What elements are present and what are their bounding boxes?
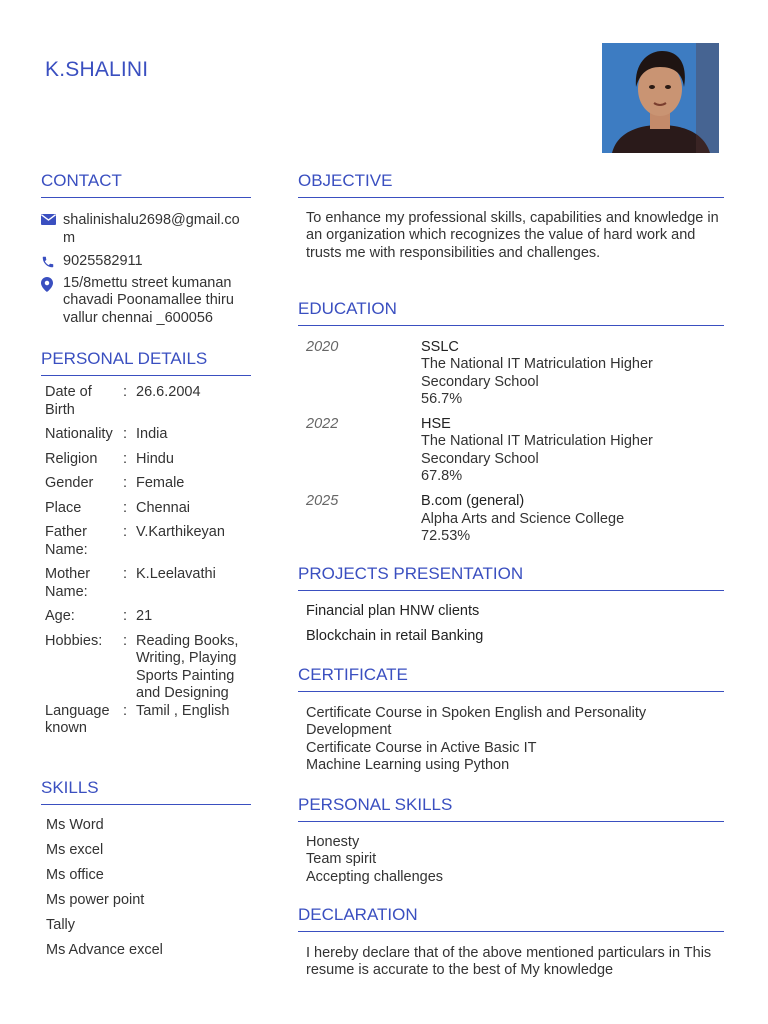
personal-skills-list	[298, 834, 724, 886]
projects-list	[298, 603, 724, 645]
certificate-list	[298, 705, 724, 774]
education-list	[298, 339, 724, 545]
contact-phone	[41, 253, 251, 271]
personal-skill-item: Team spirit	[306, 851, 377, 868]
education-entry: 2022 HSE The National IT Matriculation Higher Secondary School 67.8%	[306, 416, 653, 485]
skill-item: Ms office	[46, 867, 104, 883]
personal-skills-divider	[298, 821, 724, 822]
detail-row-nationality: Nationality : India	[45, 426, 168, 442]
personal-details-table	[41, 384, 251, 738]
detail-row-place: Place : Chennai	[45, 499, 191, 516]
objective-heading: OBJECTIVE	[298, 171, 393, 190]
skill-item: Ms power point	[46, 892, 145, 908]
phone-icon	[41, 253, 63, 269]
address-text: 15/8mettu street kumanan chavadi Poonamallee thiru vallur chennai _600056	[63, 274, 234, 326]
declaration-divider	[298, 931, 724, 932]
contact-address	[41, 275, 251, 328]
contact-email	[41, 212, 251, 247]
education-divider	[298, 325, 724, 326]
profile-photo	[602, 43, 719, 153]
personal-skill-item: Accepting challenges	[306, 868, 444, 885]
education-entry: 2025 B.com (general) Alpha Arts and Science College 72.53%	[306, 493, 625, 544]
projects-divider	[298, 590, 724, 591]
certificate-item: Machine Learning using Python	[306, 756, 510, 773]
certificate-item: Certificate Course in Spoken English and Personality Development	[306, 705, 647, 739]
detail-row-dob: Date of Birth : 26.6.2004	[45, 384, 201, 418]
contact-heading: CONTACT	[41, 171, 122, 190]
detail-row-hobbies: Hobbies: : Reading Books, Writing, Playing Sports Painting and Designing	[45, 632, 239, 701]
projects-heading: PROJECTS PRESENTATION	[298, 564, 524, 583]
contact-divider	[41, 197, 251, 198]
contact-section	[41, 212, 251, 327]
skill-item: Ms excel	[46, 842, 104, 858]
envelope-icon	[41, 212, 63, 225]
objective-text: To enhance my professional skills, capabilities and knowledge in an organization which recognizes the value of hard work and trusts me with responsibilities and challenges.	[306, 210, 719, 261]
skill-item: Tally	[46, 917, 76, 933]
skill-item: Ms Word	[46, 817, 104, 833]
personal-details-heading: PERSONAL DETAILS	[41, 349, 208, 368]
certificate-divider	[298, 691, 724, 692]
detail-row-age: Age: : 21	[45, 608, 153, 624]
candidate-name: K.SHALINI	[45, 58, 149, 81]
declaration-heading: DECLARATION	[298, 905, 418, 924]
skills-heading: SKILLS	[41, 778, 99, 797]
declaration-text: I hereby declare that of the above mentioned particulars in This resume is accurate to the best of My knowledge	[306, 945, 712, 979]
certificate-heading: CERTIFICATE	[298, 665, 408, 684]
detail-row-father: Father Name: : V.Karthikeyan	[45, 524, 225, 558]
skills-divider	[41, 804, 251, 805]
skills-list	[41, 817, 251, 959]
detail-row-gender: Gender : Female	[45, 475, 185, 491]
phone-text: 9025582911	[63, 253, 143, 269]
personal-skill-item: Honesty	[306, 834, 360, 850]
detail-row-language: Language known : Tamil , English	[45, 702, 230, 736]
objective-divider	[298, 197, 724, 198]
project-item: Blockchain in retail Banking	[306, 628, 484, 644]
location-pin-icon	[41, 275, 63, 292]
certificate-item: Certificate Course in Active Basic IT	[306, 739, 537, 756]
personal-skills-heading: PERSONAL SKILLS	[298, 795, 453, 814]
detail-row-religion: Religion : Hindu	[45, 450, 174, 467]
education-heading: EDUCATION	[298, 299, 397, 318]
education-entry: 2020 SSLC The National IT Matriculation Higher Secondary School 56.7%	[306, 339, 653, 407]
email-text: shalinishalu2698@gmail.com	[63, 212, 240, 246]
detail-row-mother: Mother Name: : K.Leelavathi	[45, 566, 216, 600]
personal-details-divider	[41, 375, 251, 376]
skill-item: Ms Advance excel	[46, 942, 163, 958]
project-item: Financial plan HNW clients	[306, 603, 480, 619]
